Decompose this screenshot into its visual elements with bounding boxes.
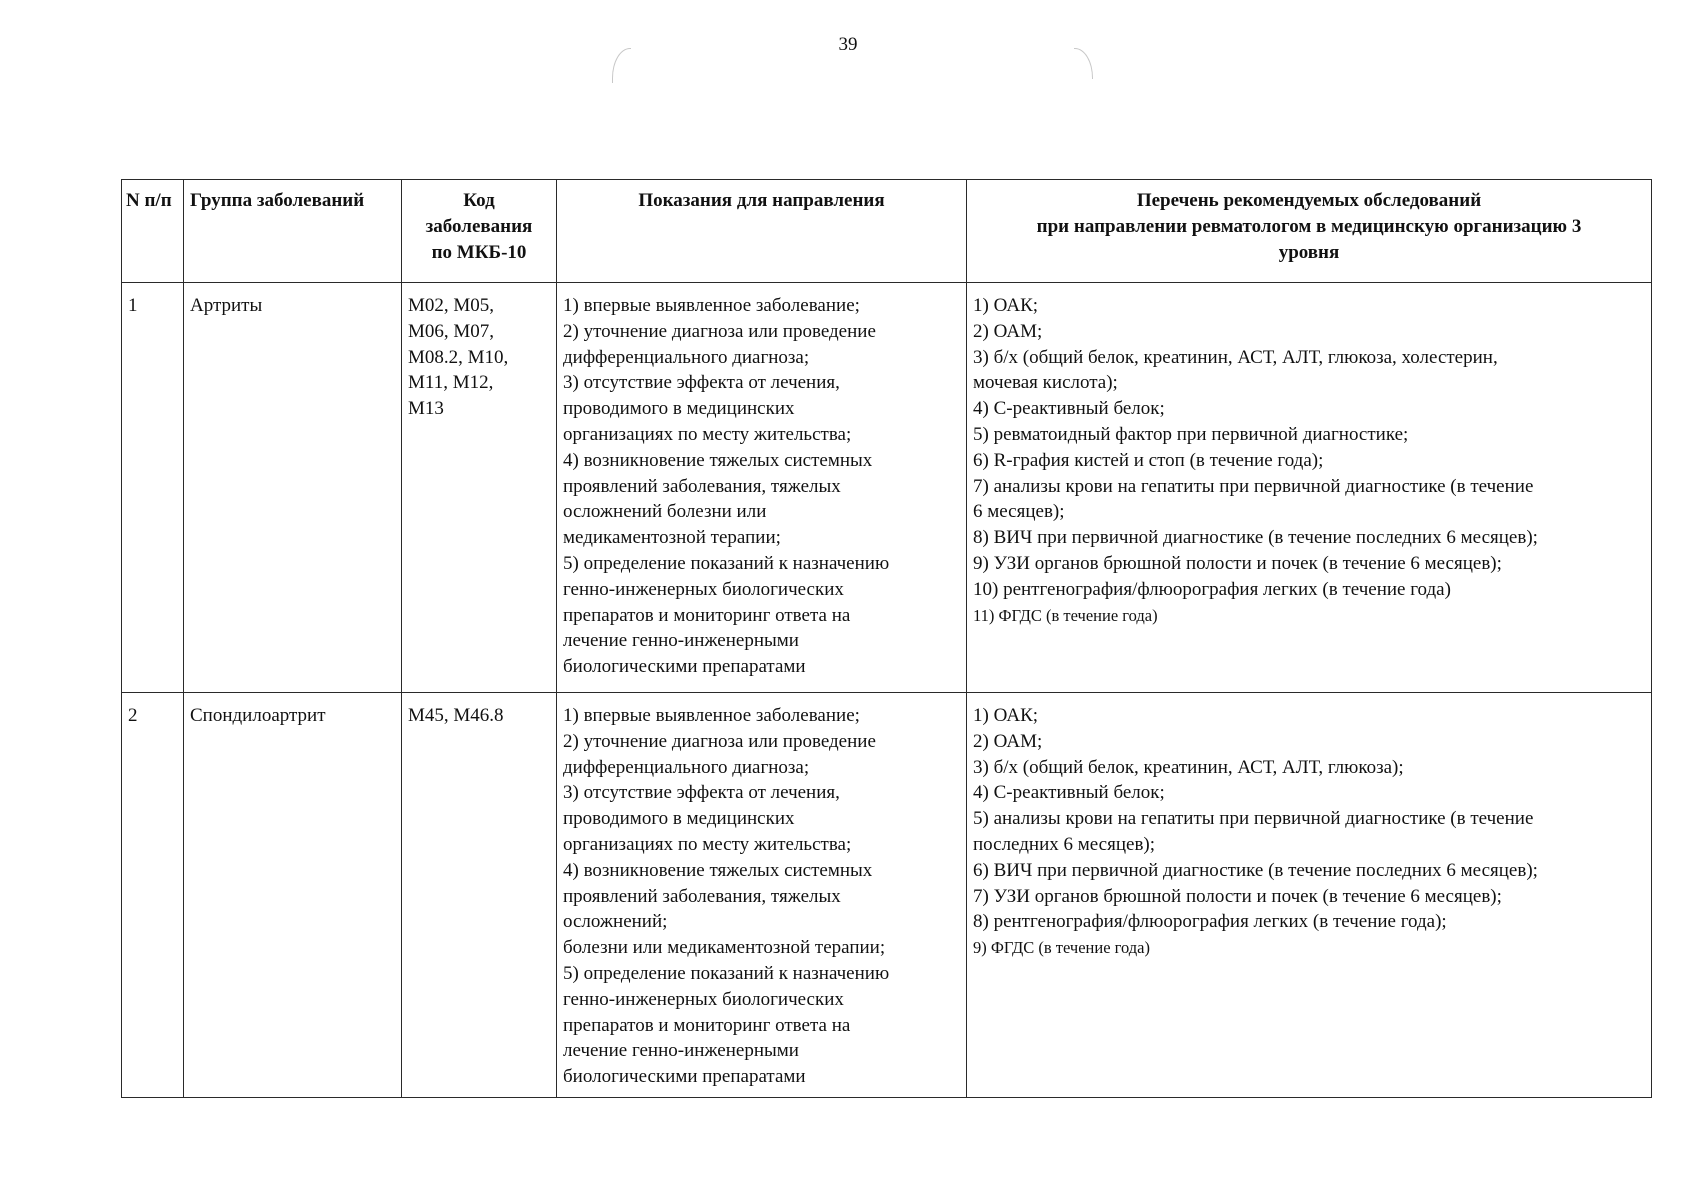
- indication-line: 2) уточнение диагноза или проведение: [563, 730, 876, 752]
- referral-table: [121, 179, 1652, 1098]
- code-line: M02, M05,: [408, 295, 495, 316]
- exam-line: 9) УЗИ органов брюшной полости и почек (в течение 6 месяцев);: [973, 552, 1502, 574]
- indication-line: проводимого в медицинских: [563, 808, 795, 830]
- indication-line: лечение генно-инженерными: [563, 630, 799, 652]
- indication-line: 5) определение показаний к назначению: [563, 552, 890, 574]
- indication-line: 1) впервые выявленное заболевание;: [563, 705, 860, 726]
- exam-line: 6 месяцев);: [973, 501, 1065, 523]
- indication-line: 3) отсутствие эффекта от лечения,: [563, 782, 840, 804]
- table-row: [122, 283, 1652, 693]
- indication-line: болезни или медикаментозной терапии;: [563, 937, 886, 959]
- row-exams: [967, 693, 1652, 1098]
- exam-line: 7) анализы крови на гепатиты при первичной диагностике (в течение: [973, 475, 1534, 497]
- exam-line: мочевая кислота);: [973, 372, 1118, 394]
- indication-line: генно-инженерных биологических: [563, 578, 844, 600]
- indication-line: проявлений заболевания, тяжелых: [563, 885, 841, 907]
- indication-line: осложнений;: [563, 911, 668, 933]
- header-exams-line: уровня: [1278, 241, 1340, 263]
- exam-line: 10) рентгенография/флюорография легких (в течение года): [973, 578, 1451, 600]
- code-line: M06, M07,: [408, 320, 495, 342]
- header-code-line: по МКБ-10: [431, 241, 527, 263]
- row-num: 2: [122, 693, 184, 1098]
- row-codes: [402, 693, 557, 1098]
- header-num: N п/п: [122, 180, 184, 283]
- exam-line: 3) б/х (общий белок, креатинин, АСТ, АЛТ, глюкоза);: [973, 756, 1404, 778]
- header-row: [122, 180, 1652, 283]
- indication-line: 2) уточнение диагноза или проведение: [563, 320, 876, 342]
- indication-line: проводимого в медицинских: [563, 398, 795, 420]
- row-codes: [402, 283, 557, 693]
- row-indications: [557, 693, 967, 1098]
- row-indications: [557, 283, 967, 693]
- exam-line: 6) R-графия кистей и стоп (в течение года);: [973, 449, 1324, 471]
- exam-line: 5) ревматоидный фактор при первичной диагностике;: [973, 423, 1409, 445]
- indication-line: препаратов и мониторинг ответа на: [563, 604, 851, 626]
- code-line: M11, M12,: [408, 372, 494, 394]
- code-line: M13: [408, 398, 444, 420]
- exam-line: 8) рентгенография/флюорография легких (в течение года);: [973, 911, 1447, 933]
- header-indications: Показания для направления: [557, 180, 967, 283]
- indication-line: организациях по месту жительства;: [563, 833, 852, 855]
- indication-line: лечение генно-инженерными: [563, 1040, 799, 1062]
- exam-line: 7) УЗИ органов брюшной полости и почек (в течение 6 месяцев);: [973, 885, 1502, 907]
- exam-line: последних 6 месяцев);: [973, 833, 1156, 855]
- row-num: 1: [122, 283, 184, 693]
- exam-line: 3) б/х (общий белок, креатинин, АСТ, АЛТ, глюкоза, холестерин,: [973, 346, 1498, 368]
- row-exams: [967, 283, 1652, 693]
- header-exams-line: при направлении ревматологом в медицинскую организацию 3: [1036, 215, 1582, 237]
- indication-line: 3) отсутствие эффекта от лечения,: [563, 372, 840, 394]
- exam-line: 5) анализы крови на гепатиты при первичной диагностике (в течение: [973, 808, 1534, 830]
- indication-line: 5) определение показаний к назначению: [563, 962, 890, 984]
- table-row: [122, 693, 1652, 1098]
- indication-line: дифференциального диагноза;: [563, 346, 810, 368]
- exam-line: 6) ВИЧ при первичной диагностике (в течение последних 6 месяцев);: [973, 859, 1538, 881]
- exam-line: 2) ОАМ;: [973, 320, 1043, 342]
- indication-line: проявлений заболевания, тяжелых: [563, 475, 841, 497]
- indication-line: медикаментозной терапии;: [563, 527, 781, 549]
- indication-line: 4) возникновение тяжелых системных: [563, 859, 873, 881]
- row-group: Спондилоартрит: [184, 693, 402, 1098]
- indication-line: 4) возникновение тяжелых системных: [563, 449, 873, 471]
- indication-line: биологическими препаратами: [563, 1066, 806, 1088]
- indication-line: биологическими препаратами: [563, 656, 806, 678]
- exam-line: 9) ФГДС (в течение года): [973, 938, 1150, 958]
- exam-line: 4) С-реактивный белок;: [973, 782, 1165, 804]
- header-code-line: заболевания: [425, 215, 533, 237]
- exam-line: 2) ОАМ;: [973, 730, 1043, 752]
- header-group: Группа заболеваний: [184, 180, 402, 283]
- row-group: Артриты: [184, 283, 402, 693]
- indication-line: дифференциального диагноза;: [563, 756, 810, 778]
- header-code-line: Код: [463, 190, 495, 211]
- exam-line: 11) ФГДС (в течение года): [973, 605, 1158, 625]
- exam-line: 1) ОАК;: [973, 705, 1039, 726]
- exam-line: 4) С-реактивный белок;: [973, 398, 1165, 420]
- indication-line: организациях по месту жительства;: [563, 423, 852, 445]
- header-exams-line: Перечень рекомендуемых обследований: [1136, 190, 1482, 211]
- exam-line: 1) ОАК;: [973, 295, 1039, 316]
- indication-line: генно-инженерных биологических: [563, 988, 844, 1010]
- page-number: 39: [838, 34, 858, 55]
- indication-line: 1) впервые выявленное заболевание;: [563, 295, 860, 316]
- indication-line: препаратов и мониторинг ответа на: [563, 1014, 851, 1036]
- indication-line: осложнений болезни или: [563, 501, 767, 523]
- code-line: M08.2, M10,: [408, 346, 509, 368]
- header-code: [402, 180, 557, 283]
- code-line: M45, M46.8: [408, 705, 504, 726]
- exam-line: 8) ВИЧ при первичной диагностике (в течение последних 6 месяцев);: [973, 527, 1538, 549]
- header-exams: [967, 180, 1652, 283]
